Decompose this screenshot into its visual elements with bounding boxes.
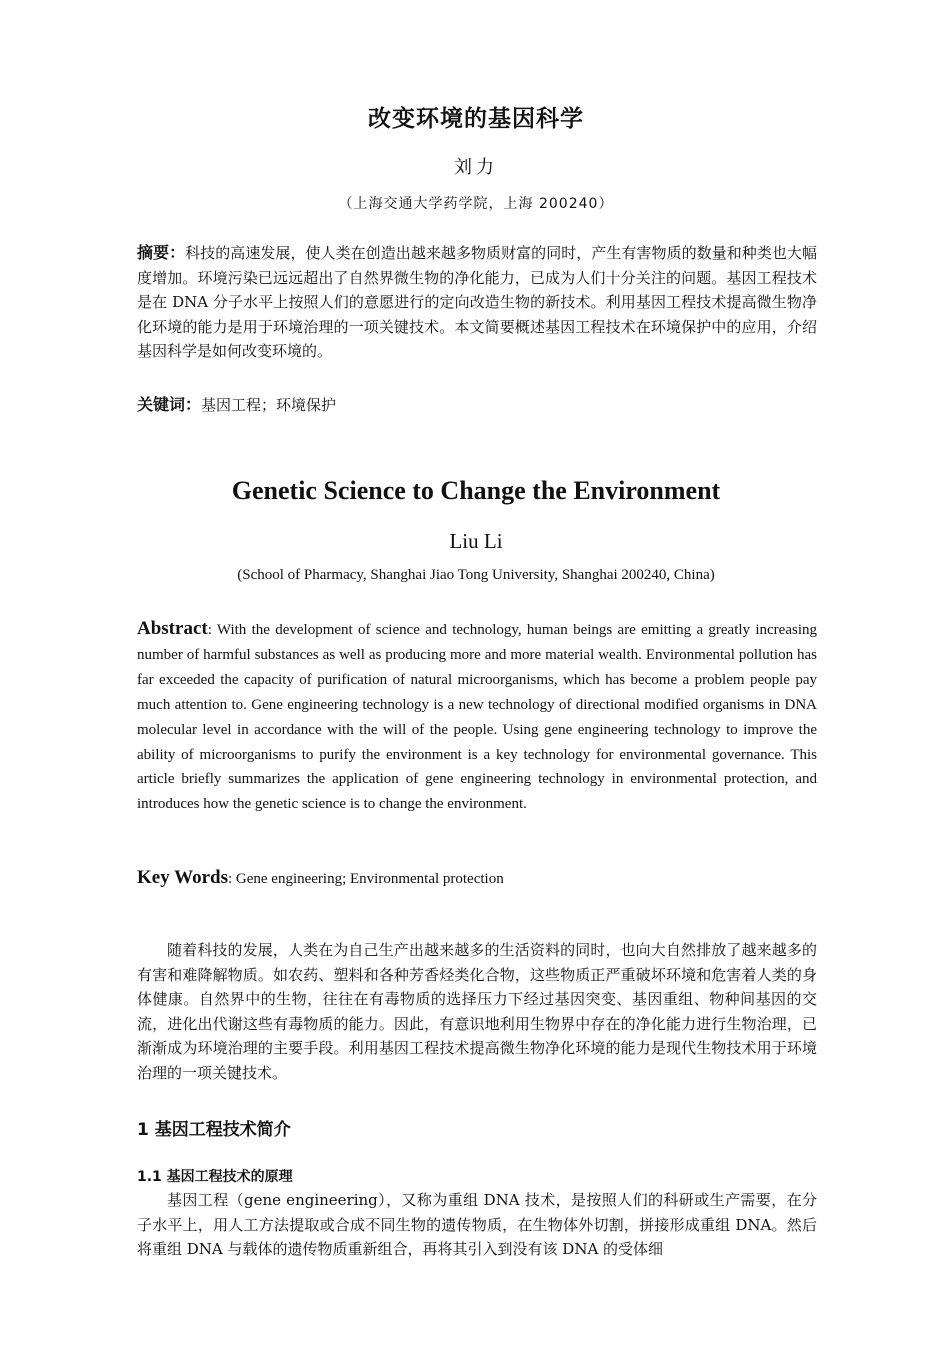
chinese-author: 刘力: [454, 157, 498, 178]
english-author: Liu Li: [449, 529, 503, 553]
english-keywords: [137, 866, 817, 891]
english-abstract-label: Abstract: [137, 618, 208, 639]
english-title: Genetic Science to Change the Environment: [231, 476, 721, 505]
chinese-abstract-label: 摘要：: [137, 243, 186, 262]
chinese-abstract: [137, 241, 817, 364]
chinese-affiliation: （上海交通大学药学院，上海 200240）: [338, 196, 614, 212]
english-keywords-label: Key Words: [137, 867, 228, 888]
chinese-keywords-label: 关键词：: [137, 395, 202, 414]
english-keywords-text: : Gene engineering; Environmental protection: [227, 871, 504, 887]
subsection-heading-1-1: 1.1 基因工程技术的原理: [137, 1169, 293, 1185]
english-affiliation: (School of Pharmacy, Shanghai Jiao Tong University, Shanghai 200240, China): [237, 567, 715, 583]
intro-text: 随着科技的发展，人类在为自己生产出越来越多的生活资料的同时，也向大自然排放了越来越多的有害和难降解物质。如农药、塑料和各种芳香烃类化合物，这些物质正严重破坏环境和危害着人类的身体健康。自然界中的生物，往往在有毒物质的选择压力下经过基因突变、基因重组、物种间基因的交流，进化出代谢这些有毒物质的能力。因此，有意识地利用生物界中存在的净化能力进行生物治理，已渐渐成为环境治理的主要手段。利用基因工程技术提高微生物净化环境的能力是现代生物技术用于环境治理的一项关键技术。: [137, 941, 817, 1082]
chinese-keywords-text: 基因工程；环境保护: [201, 396, 337, 414]
body-paragraph-text: 基因工程（gene engineering），又称为重组 DNA 技术，是按照人们的科研或生产需要，在分子水平上，用人工方法提取或合成不同生物的遗传物质，在生物体外切割，拼接形成重组 DNA。然后将重组 DNA 与载体的遗传物质重新组合，再将其引入到没有该 DNA 的受体细: [137, 1191, 817, 1259]
chinese-title: 改变环境的基因科学: [368, 106, 584, 132]
intro-paragraph: [137, 938, 817, 1086]
chinese-keywords: [137, 393, 817, 417]
body-paragraph-1-1: [137, 1188, 817, 1262]
section-heading-1: 1 基因工程技术简介: [137, 1120, 291, 1140]
chinese-abstract-text: 科技的高速发展，使人类在创造出越来越多物质财富的同时，产生有害物质的数量和种类也大幅度增加。环境污染已远远超出了自然界微生物的净化能力，已成为人们十分关注的问题。基因工程技术是在 DNA 分子水平上按照人们的意愿进行的定向改造生物的新技术。利用基因工程技术提高微生物净化环境的能力是用于环境治理的一项关键技术。本文简要概述基因工程技术在环境保护中的应用，介绍基因科学是如何改变环境的。: [137, 244, 817, 361]
english-abstract-text: : With the development of science and technology, human beings are emitting a greatly increasing number of harmful substances as well as producing more and more material wealth. Environmental pollution has far exceeded the capacity of purification of natural microorganisms, which has become a problem people pay much attention to. Gene engineering technology is a new technology of directional modified organisms in DNA molecular level in accordance with the will of the people. Using gene engineering technology to improve the ability of microorganisms to purify the environment is a key technology for environmental governance. This article briefly summarizes the application of gene engineering technology in environmental protection, and introduces how the genetic science is to change the environment.: [137, 622, 817, 813]
english-abstract: [137, 617, 817, 817]
